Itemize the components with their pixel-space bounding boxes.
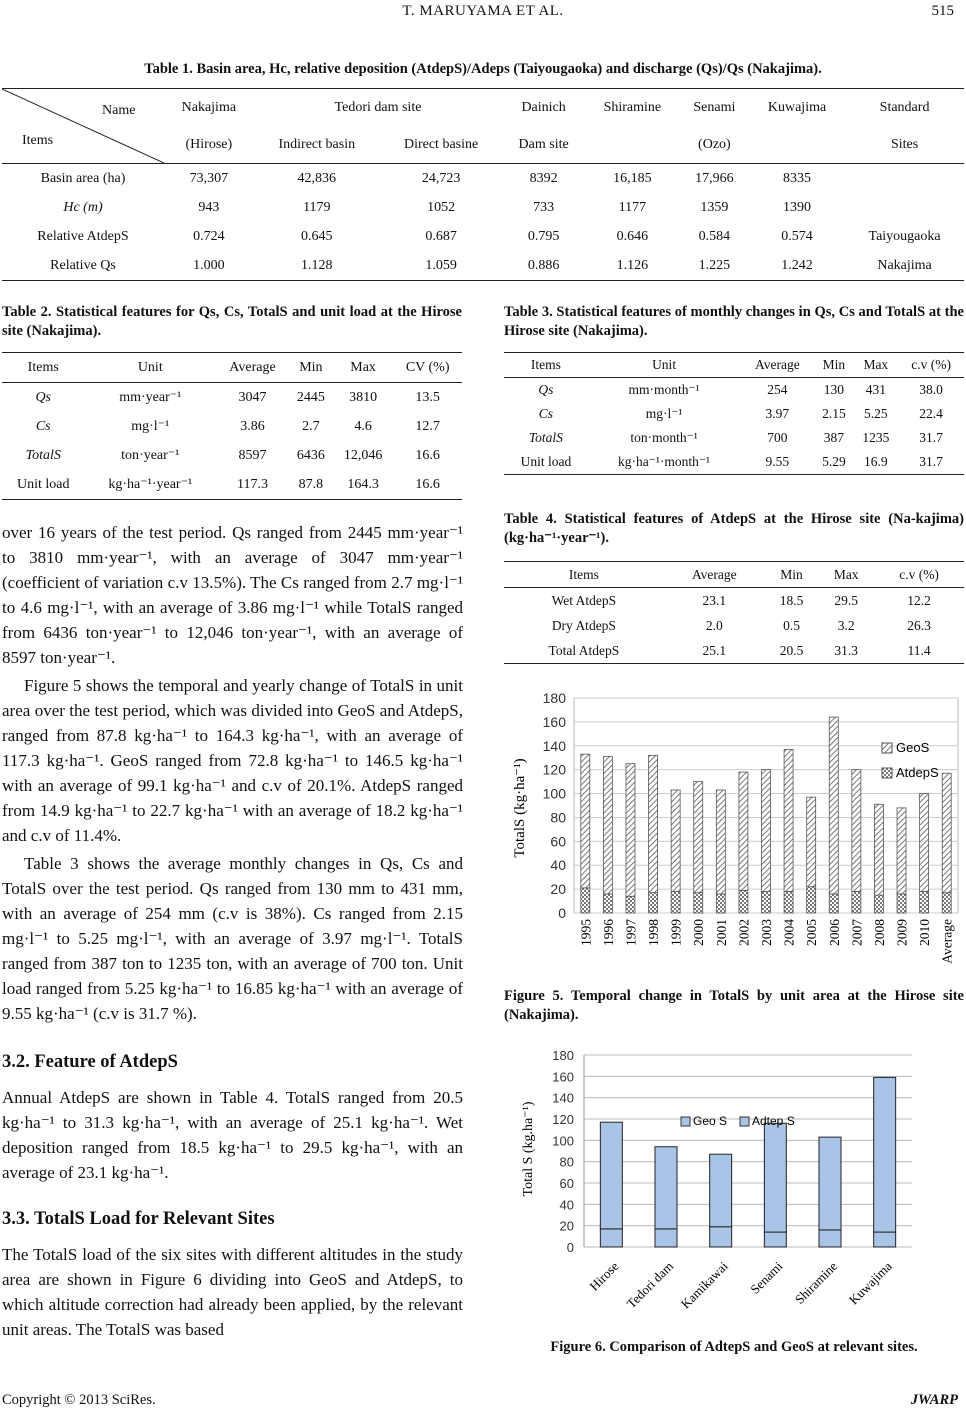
cell: 1.059 bbox=[425, 257, 457, 273]
bar-atdeps bbox=[874, 895, 883, 913]
cell: 0.886 bbox=[527, 257, 560, 273]
cell: 31.3 bbox=[834, 642, 858, 658]
bar-adteps bbox=[874, 1232, 896, 1247]
cell: Taiyougaoka bbox=[868, 228, 941, 244]
x-tick-label: 2007 bbox=[849, 919, 865, 946]
x-tick-label: 1995 bbox=[578, 919, 594, 946]
cell: 164.3 bbox=[347, 476, 379, 492]
cell: 6436 bbox=[296, 447, 325, 463]
cell: 29.5 bbox=[834, 592, 858, 608]
x-tick-label: 2005 bbox=[804, 919, 820, 946]
cell: Unit load bbox=[520, 454, 572, 469]
cell: TotalS bbox=[528, 430, 563, 445]
bar-atdeps bbox=[897, 894, 906, 913]
table-row bbox=[2, 470, 462, 500]
y-tick-label: 100 bbox=[552, 1133, 574, 1149]
legend-swatch-atdeps bbox=[882, 768, 892, 778]
bar-geos bbox=[603, 757, 612, 894]
bar-geos bbox=[649, 755, 658, 892]
x-tick-label: 2001 bbox=[713, 919, 729, 946]
table3 bbox=[504, 352, 964, 475]
x-tick-label: 2009 bbox=[894, 919, 910, 946]
figure6-chart bbox=[518, 1045, 918, 1335]
cell: 1.242 bbox=[781, 257, 813, 273]
cell: 0.795 bbox=[527, 228, 560, 244]
y-tick-label: 20 bbox=[559, 1218, 574, 1234]
x-tick-label: Kuwajima bbox=[845, 1258, 895, 1308]
bar-geos bbox=[739, 772, 748, 890]
cell: 431 bbox=[865, 382, 886, 397]
legend-label-geos: Geo S bbox=[693, 1114, 728, 1128]
t3-head: Min bbox=[822, 357, 846, 372]
cell: mm·month⁻¹ bbox=[628, 382, 700, 397]
cell: Unit load bbox=[16, 476, 70, 492]
t1-head: Kuwajima bbox=[767, 99, 827, 115]
cell: 11.4 bbox=[907, 642, 931, 658]
bar-geos bbox=[874, 1077, 896, 1232]
t4-head: c.v (%) bbox=[899, 566, 939, 582]
cell: 16.9 bbox=[864, 454, 888, 469]
cell: 16,185 bbox=[613, 170, 652, 186]
bar-atdeps bbox=[784, 892, 793, 914]
cell: 5.29 bbox=[822, 454, 846, 469]
cell: 23.1 bbox=[702, 592, 727, 608]
t1-subhead: Direct basine bbox=[403, 136, 479, 152]
cell: mg·l⁻¹ bbox=[645, 406, 683, 421]
cell: Wet AtdepS bbox=[551, 592, 617, 608]
t4-head: Min bbox=[780, 566, 803, 582]
bar-atdeps bbox=[671, 892, 680, 914]
x-tick-label: Kamikawai bbox=[677, 1258, 731, 1312]
cell: 130 bbox=[823, 382, 845, 397]
bar-geos bbox=[600, 1122, 622, 1229]
cell: TotalS bbox=[25, 447, 61, 463]
cell: 1052 bbox=[427, 199, 456, 215]
bar-geos bbox=[852, 770, 861, 892]
bar-geos bbox=[694, 782, 703, 893]
cell: 1.000 bbox=[193, 257, 225, 273]
cell: 5.25 bbox=[864, 406, 888, 421]
bar-geos bbox=[784, 749, 793, 891]
t2-head: Max bbox=[350, 359, 376, 375]
paragraph: Annual AtdepS are shown in Table 4. TotalS ranged from 20.5 kg·ha⁻¹ to 31.3 kg·ha⁻¹, with an average of 25.1 kg·ha⁻¹. Wet deposition ranged from 18.5 kg·ha⁻¹ to 29.5 kg·ha⁻¹, with an average of 23.1 kg·ha⁻¹. bbox=[2, 1088, 463, 1182]
bar-geos bbox=[710, 1154, 732, 1227]
cell: 0.646 bbox=[616, 228, 649, 244]
table-row bbox=[2, 441, 462, 470]
footer-copyright: Copyright © 2013 SciRes. bbox=[2, 1392, 156, 1408]
t3-head: c.v (%) bbox=[911, 357, 951, 372]
y-tick-label: 40 bbox=[550, 857, 566, 874]
table-row bbox=[504, 426, 964, 450]
y-tick-label: 80 bbox=[550, 809, 566, 826]
y-tick-label: 0 bbox=[566, 1240, 574, 1255]
table-row bbox=[2, 383, 462, 413]
cell: 1390 bbox=[783, 199, 812, 215]
y-tick-label: 180 bbox=[542, 690, 566, 706]
t3-head: Max bbox=[863, 357, 889, 372]
cell: 4.6 bbox=[354, 418, 372, 434]
bar-geos bbox=[626, 764, 635, 897]
table-row bbox=[504, 450, 964, 475]
cell: ton·month⁻¹ bbox=[630, 430, 698, 445]
legend-label-geos: GeoS bbox=[896, 740, 930, 755]
cell: mg·l⁻¹ bbox=[131, 419, 170, 434]
cell: 17,966 bbox=[695, 170, 734, 186]
bar-adteps bbox=[710, 1227, 732, 1247]
figure5-caption: Figure 5. Temporal change in TotalS by unit area at the Hirose site (Nakajima). bbox=[504, 988, 964, 1023]
cell: 2.15 bbox=[822, 406, 846, 421]
x-tick-label: Tedori dam bbox=[623, 1258, 677, 1312]
table-row bbox=[504, 613, 964, 638]
footer-journal: JWARP bbox=[910, 1392, 958, 1408]
bar-geos bbox=[874, 804, 883, 895]
cell: 3.86 bbox=[240, 418, 265, 434]
t1-subhead: Dam site bbox=[518, 136, 569, 152]
bar-atdeps bbox=[942, 893, 951, 913]
bar-atdeps bbox=[739, 890, 748, 913]
bar-geos bbox=[897, 808, 906, 894]
table1 bbox=[2, 88, 964, 281]
x-tick-label: 1999 bbox=[668, 919, 684, 946]
x-tick-label: Shiramine bbox=[791, 1258, 841, 1307]
bar-adteps bbox=[764, 1232, 786, 1247]
t4-head: Average bbox=[691, 566, 737, 582]
cell: 2.7 bbox=[302, 418, 320, 434]
cell: Qs bbox=[538, 382, 554, 397]
cell: 13.5 bbox=[415, 389, 440, 405]
corner-name: Name bbox=[102, 103, 136, 118]
legend-swatch-adteps bbox=[740, 1117, 749, 1126]
x-tick-label: Hirose bbox=[586, 1258, 622, 1294]
y-tick-label: 120 bbox=[552, 1112, 574, 1127]
bar-geos bbox=[764, 1123, 786, 1232]
bar-atdeps bbox=[649, 893, 658, 913]
bar-geos bbox=[819, 1137, 841, 1230]
y-tick-label: 0 bbox=[558, 905, 566, 921]
cell: 22.4 bbox=[919, 406, 943, 421]
x-tick-label: 1996 bbox=[600, 919, 616, 946]
cell: ton·year⁻¹ bbox=[121, 448, 180, 463]
cell: 24,723 bbox=[421, 170, 461, 186]
cell: 31.7 bbox=[919, 430, 943, 445]
cell: 3.2 bbox=[837, 617, 855, 633]
cell: 254 bbox=[767, 382, 788, 397]
cell: 1.225 bbox=[698, 257, 731, 273]
cell: 1.128 bbox=[301, 257, 333, 273]
table4 bbox=[504, 561, 964, 664]
bar-geos bbox=[942, 773, 951, 892]
y-tick-label: 160 bbox=[542, 713, 566, 730]
table-row bbox=[504, 402, 964, 426]
cell bbox=[845, 193, 964, 222]
cell: 0.584 bbox=[698, 228, 731, 244]
bar-geos bbox=[716, 790, 725, 894]
cell: 9.55 bbox=[765, 454, 790, 469]
cell: 16.6 bbox=[415, 476, 440, 492]
table4-caption: Table 4. Statistical features of AtdepS at the Hirose site (Na-kajima) (kg·ha⁻¹·year⁻¹). bbox=[504, 511, 964, 546]
cell: 25.1 bbox=[702, 642, 727, 658]
table-row bbox=[2, 222, 964, 251]
cell: 0.645 bbox=[301, 228, 333, 244]
table-row bbox=[504, 378, 964, 403]
corner-items: Items bbox=[22, 133, 54, 148]
t4-head: Max bbox=[833, 566, 859, 582]
t1-head: Senami bbox=[693, 99, 736, 115]
x-tick-label: 1998 bbox=[646, 919, 662, 946]
cell: Total AtdepS bbox=[548, 642, 620, 658]
cell: 1235 bbox=[862, 430, 890, 445]
cell: 1177 bbox=[618, 199, 647, 215]
y-tick-label: 80 bbox=[559, 1154, 574, 1170]
y-tick-label: 60 bbox=[559, 1176, 574, 1191]
cell: 3810 bbox=[349, 389, 378, 405]
t3-head: Unit bbox=[652, 357, 677, 372]
t2-head: Unit bbox=[137, 359, 163, 375]
cell: 0.724 bbox=[193, 228, 225, 244]
fig6-legend bbox=[681, 1114, 795, 1128]
cell: Dry AtdepS bbox=[551, 617, 616, 633]
paragraph: Table 3 shows the average monthly changes in Qs, Cs and TotalS over the test period. Qs ranged from 130 mm to 431 mm, with an average of 254 mm (c.v is 38%). Cs ranged from 2.15 mg·l⁻¹ to 5.25 mg·l⁻¹, with an average of 3.97 mg·l⁻¹. TotalS ranged from 387 ton to 1235 ton, with an average of 700 ton. Unit load ranged from 5.25 kg·ha⁻¹ to 16.85 kg·ha⁻¹ with an average of 9.55 kg·ha⁻¹ (c.v is 31.7 %). bbox=[2, 854, 463, 1023]
table-row bbox=[2, 251, 964, 281]
x-tick-label: 2003 bbox=[759, 919, 774, 946]
cell: Cs bbox=[538, 406, 554, 421]
t2-head: Min bbox=[299, 359, 323, 375]
cell: 38.0 bbox=[919, 382, 943, 397]
figure6-caption: Figure 6. Comparison of AdtepS and GeoS at relevant sites. bbox=[550, 1339, 918, 1355]
cell: 733 bbox=[533, 199, 555, 215]
cell: mm·year⁻¹ bbox=[119, 390, 182, 405]
bar-atdeps bbox=[716, 894, 725, 913]
bar-atdeps bbox=[581, 888, 590, 913]
bar-atdeps bbox=[807, 887, 816, 913]
y-tick-label: 180 bbox=[552, 1048, 574, 1063]
cell: 26.3 bbox=[907, 617, 931, 633]
bar-adteps bbox=[600, 1229, 622, 1247]
cell bbox=[845, 164, 964, 194]
bar-adteps bbox=[819, 1230, 841, 1247]
cell: 0.574 bbox=[781, 228, 813, 244]
t1-subhead: Sites bbox=[890, 136, 919, 152]
bar-atdeps bbox=[829, 894, 838, 913]
bar-geos bbox=[655, 1147, 677, 1229]
table-row bbox=[504, 588, 964, 614]
cell: 12.7 bbox=[415, 418, 440, 434]
t1-subhead bbox=[749, 126, 845, 164]
y-tick-label: 160 bbox=[552, 1069, 574, 1085]
running-header-authors: T. MARUYAMA ET AL. bbox=[402, 3, 564, 19]
bar-geos bbox=[920, 794, 929, 892]
t2-head: Average bbox=[229, 359, 276, 375]
corner-diagonal bbox=[2, 89, 164, 163]
section-heading: 3.3. TotalS Load for Relevant Sites bbox=[2, 1209, 275, 1229]
cell: 31.7 bbox=[919, 454, 943, 469]
section-heading: 3.2. Feature of AtdepS bbox=[2, 1052, 178, 1072]
x-tick-label: 2008 bbox=[871, 919, 887, 946]
x-tick-label: 2004 bbox=[781, 919, 797, 946]
bar-atdeps bbox=[694, 893, 703, 913]
y-tick-label: 140 bbox=[552, 1090, 574, 1106]
t1-head: Shiramine bbox=[603, 99, 662, 115]
cell: 2.0 bbox=[705, 617, 723, 633]
cell: 0.5 bbox=[783, 617, 800, 633]
table-row bbox=[2, 164, 964, 194]
y-tick-label: 120 bbox=[542, 761, 566, 778]
t1-subhead: (Ozo) bbox=[698, 136, 731, 152]
x-tick-label: 2002 bbox=[736, 919, 752, 946]
row-label: Basin area (ha) bbox=[40, 170, 126, 186]
table3-caption: Table 3. Statistical features of monthly changes in Qs, Cs and TotalS at the Hirose site (Nakajima). bbox=[504, 304, 964, 339]
bar-geos bbox=[829, 717, 838, 894]
left-column-text bbox=[2, 520, 463, 1342]
cell: 700 bbox=[767, 430, 788, 445]
t1-head: Standard bbox=[879, 99, 930, 115]
y-tick-label: 140 bbox=[542, 737, 566, 754]
cell: Qs bbox=[35, 389, 51, 405]
cell: 12.2 bbox=[907, 592, 931, 608]
table1-caption: Table 1. Basin area, Hc, relative deposition (AtdepS)/Adeps (Taiyougaoka) and discharge (Qs)/Qs (Nakajima). bbox=[144, 61, 822, 77]
x-tick-label: 1997 bbox=[623, 919, 639, 946]
bar-geos bbox=[581, 754, 590, 888]
table-row bbox=[2, 412, 462, 441]
t3-head: Items bbox=[530, 357, 561, 372]
bar-geos bbox=[762, 770, 771, 892]
t1-head: Dainich bbox=[521, 99, 566, 115]
cell: 8335 bbox=[783, 170, 812, 186]
t2-head: Items bbox=[27, 359, 59, 375]
t1-subhead: Indirect basin bbox=[278, 136, 356, 152]
bar-atdeps bbox=[762, 892, 771, 914]
cell: 8392 bbox=[529, 170, 558, 186]
cell: 16.6 bbox=[415, 447, 440, 463]
t1-head: Nakajima bbox=[181, 99, 237, 115]
fig5-ylabel: TotalS (kg·ha⁻¹) bbox=[512, 758, 528, 858]
cell: 87.8 bbox=[298, 476, 324, 492]
cell: 3047 bbox=[238, 389, 267, 405]
cell: 1359 bbox=[700, 199, 729, 215]
cell: 1179 bbox=[303, 199, 331, 215]
fig6-ylabel: Total S (kg.ha⁻¹) bbox=[521, 1101, 536, 1197]
cell: 42,836 bbox=[297, 170, 337, 186]
table2 bbox=[2, 352, 462, 500]
x-tick-label: Senami bbox=[747, 1258, 786, 1297]
t3-head: Average bbox=[754, 357, 800, 372]
legend-swatch-geos bbox=[882, 743, 892, 753]
cell: 8597 bbox=[238, 447, 267, 463]
t1-subhead: (Hirose) bbox=[185, 136, 233, 152]
page-number: 515 bbox=[931, 3, 954, 19]
y-tick-label: 40 bbox=[559, 1197, 574, 1213]
cell: 1.126 bbox=[616, 257, 649, 273]
cell: 943 bbox=[198, 199, 220, 215]
row-label: Relative AtdepS bbox=[37, 228, 129, 244]
cell: 20.5 bbox=[779, 642, 804, 658]
y-tick-label: 20 bbox=[550, 881, 566, 898]
cell: Cs bbox=[35, 418, 51, 434]
x-tick-label: 2006 bbox=[826, 919, 842, 946]
bar-geos bbox=[807, 797, 816, 887]
paragraph: over 16 years of the test period. Qs ranged from 2445 mm·year⁻¹ to 3810 mm·year⁻¹, with an average of 3047 mm·year⁻¹ (coefficient of variation c.v 13.5%). The Cs ranged from 2.7 mg·l⁻¹ to 4.6 mg·l⁻¹, with an average of 3.86 mg·l⁻¹ while TotalS ranged from 6436 ton·year⁻¹ to 12,046 ton·year⁻¹, with an average of 8597 ton·year⁻¹. bbox=[2, 523, 463, 667]
cell: 18.5 bbox=[779, 592, 804, 608]
t1-head: Tedori dam site bbox=[334, 99, 422, 115]
t2-head: CV (%) bbox=[405, 359, 450, 375]
legend-swatch-geos bbox=[681, 1117, 690, 1126]
x-tick-label: 2000 bbox=[691, 919, 707, 946]
y-tick-label: 100 bbox=[542, 785, 566, 802]
cell: 73,307 bbox=[189, 170, 229, 186]
x-tick-label: 2010 bbox=[917, 919, 933, 946]
paragraph: Figure 5 shows the temporal and yearly change of TotalS in unit area over the test period, which was divided into GeoS and AtdepS, ranged from 87.8 kg·ha⁻¹ to 164.3 kg·ha⁻¹, with an average of 117.3 kg·ha⁻¹. GeoS ranged from 72.8 kg·ha⁻¹ to 146.5 kg·ha⁻¹ with an average of 99.1 kg·ha⁻¹ and c.v of 20.1%. AtdepS ranged from 14.9 kg·ha⁻¹ to 22.7 kg·ha⁻¹ with an average of 18.2 kg·ha⁻¹ and c.v of 11.4%. bbox=[2, 676, 463, 845]
bar-atdeps bbox=[852, 892, 861, 914]
t4-head: Items bbox=[568, 566, 599, 582]
y-tick-label: 60 bbox=[550, 833, 566, 850]
cell: 387 bbox=[823, 430, 845, 445]
cell: Nakajima bbox=[877, 257, 932, 273]
t1-subhead bbox=[585, 126, 680, 164]
paragraph: The TotalS load of the six sites with different altitudes in the study area are shown in Figure 6 dividing into GeoS and AtdepS, to which altitude correction had already been applied, by the relevant unit areas. The TotalS was based bbox=[2, 1245, 463, 1339]
cell: 0.687 bbox=[425, 228, 457, 244]
bar-adteps bbox=[655, 1229, 677, 1247]
figure5-chart bbox=[510, 680, 965, 980]
bar-atdeps bbox=[626, 896, 635, 913]
table-row bbox=[504, 638, 964, 664]
table1-corner bbox=[2, 89, 164, 164]
cell: kg·ha⁻¹·month⁻¹ bbox=[618, 454, 711, 469]
cell: 12,046 bbox=[343, 447, 383, 463]
cell: 2445 bbox=[296, 389, 325, 405]
bar-atdeps bbox=[603, 894, 612, 913]
row-label: Relative Qs bbox=[50, 257, 116, 273]
bar-atdeps bbox=[920, 892, 929, 914]
cell: 3.97 bbox=[765, 406, 790, 421]
table-row bbox=[2, 193, 964, 222]
cell: kg·ha⁻¹·year⁻¹ bbox=[108, 477, 193, 492]
row-label: Hc (m) bbox=[63, 199, 103, 215]
bar-geos bbox=[671, 790, 680, 892]
x-tick-label: Average bbox=[939, 919, 955, 964]
cell: 117.3 bbox=[237, 476, 268, 492]
table2-caption: Table 2. Statistical features for Qs, Cs, TotalS and unit load at the Hirose site (Nakajima). bbox=[2, 304, 462, 339]
legend-label-atdeps: AtdepS bbox=[896, 765, 939, 780]
legend-label-adteps: Adtep S bbox=[752, 1114, 795, 1128]
